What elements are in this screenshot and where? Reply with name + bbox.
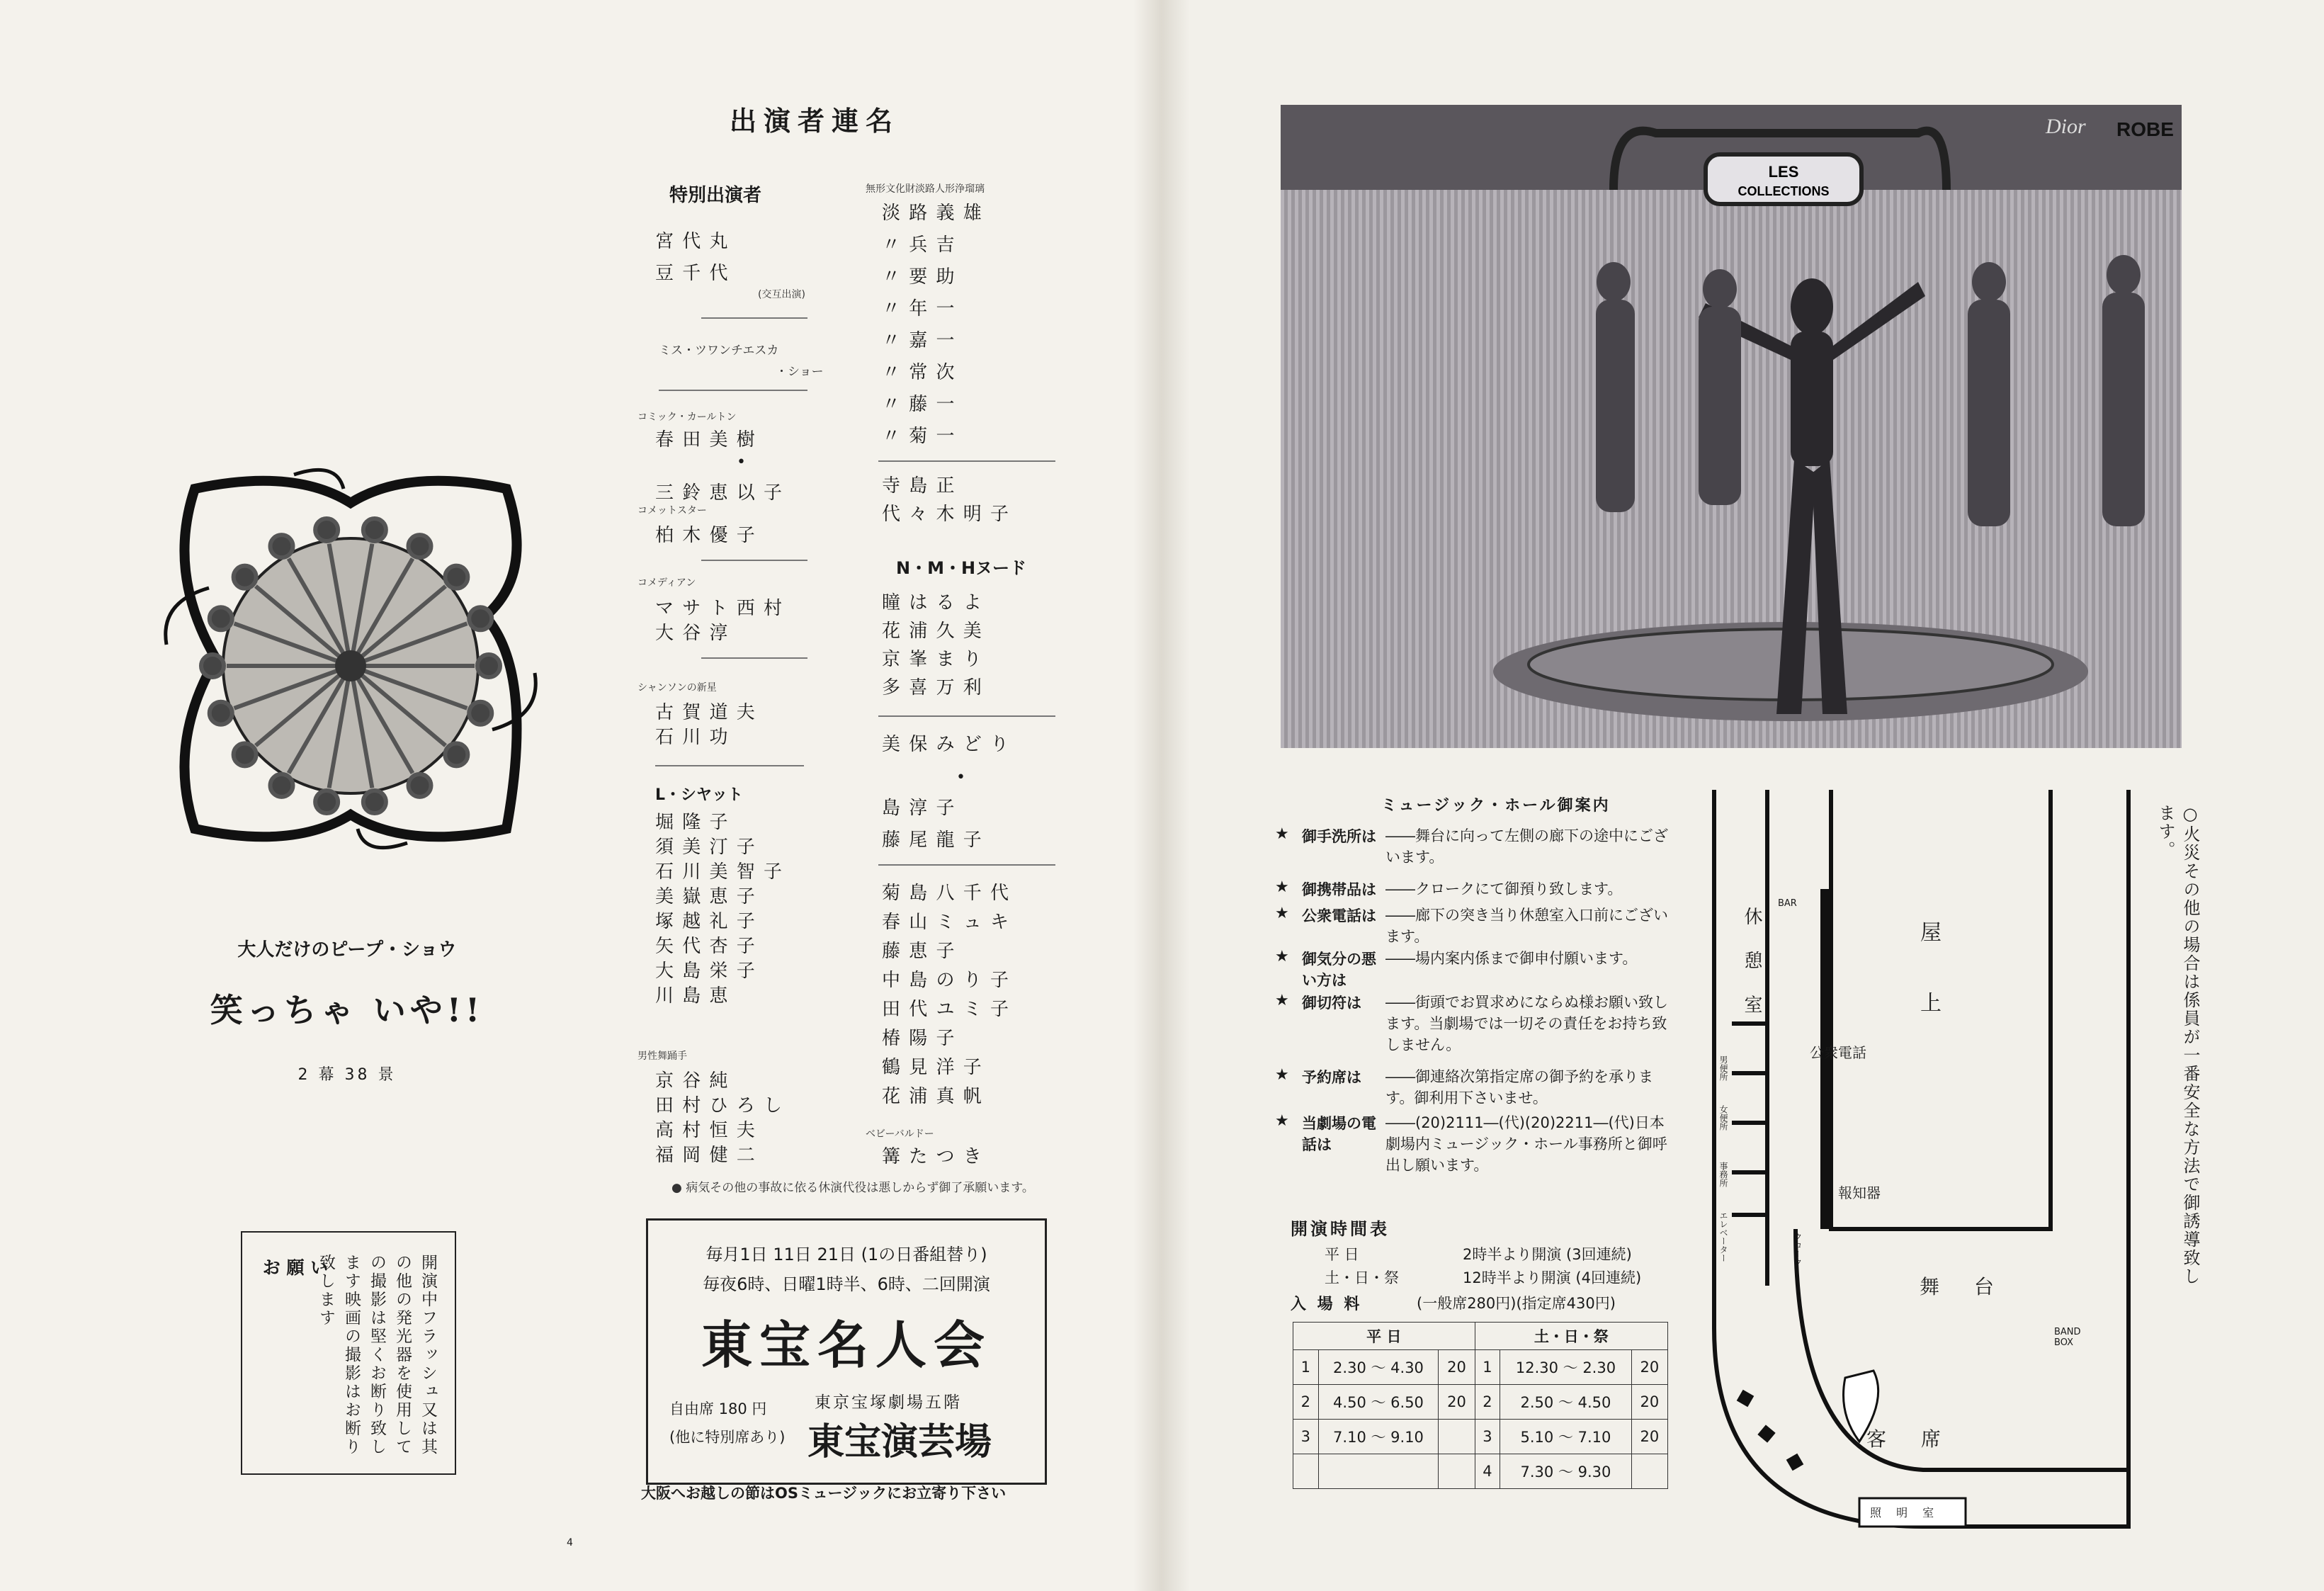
- cast-name: 瞳 は る よ: [882, 592, 983, 613]
- map-womens: 女便所: [1718, 1105, 1728, 1131]
- group-label: ・ショー: [776, 365, 824, 379]
- role-label: シャンソンの新星: [637, 682, 717, 693]
- cast-name: 藤 尾 龍 子: [882, 830, 983, 851]
- request-body: 開演中フラッシュ又は其の他の発光器を使用しての撮影は堅くお断り致します映画の撮影はお断り致します: [317, 1254, 437, 1456]
- cast-name: 花 浦 久 美: [882, 621, 983, 642]
- role-label: コメディアン: [637, 577, 696, 589]
- table-cell: 12.30 ～ 2.30: [1500, 1350, 1631, 1385]
- show-subtitle: 大人だけのピープ・ショウ: [237, 939, 457, 961]
- guide-desc: ――廊下の突き当り休憩室入口前にございます。: [1385, 907, 1668, 945]
- guide-item: [1275, 948, 1672, 990]
- table-cell: 20: [1439, 1385, 1475, 1420]
- cast-name: 田 代 ユ ミ 子: [882, 999, 1011, 1020]
- guide-item: [1275, 1066, 1672, 1109]
- map-band-box: BAND BOX: [2054, 1327, 2081, 1348]
- cast-name: 高 村 恒 夫: [655, 1120, 756, 1141]
- times-heading: 開演時間表: [1291, 1219, 1390, 1239]
- divider: [878, 460, 1055, 462]
- table-cell: 20: [1631, 1420, 1667, 1454]
- cast-name: 〃 藤 一: [882, 394, 956, 415]
- table-cell: [1318, 1454, 1439, 1489]
- weekend-label: 土・日・祭: [1325, 1269, 1399, 1286]
- cast-name: 三 鈴 恵 以 子: [655, 482, 784, 504]
- pinwheel-dancers-illustration: [152, 460, 549, 857]
- page-number: 4: [567, 1537, 573, 1548]
- cast-name: 福 岡 健 二: [655, 1145, 756, 1166]
- cast-name: 春 田 美 樹: [655, 429, 756, 451]
- sign-text: COLLECTIONS: [1738, 184, 1830, 198]
- guide-title: ミュージック・ホール御案内: [1381, 797, 1611, 815]
- table-cell: 2.30 ～ 4.30: [1318, 1350, 1439, 1385]
- table-cell: 1: [1293, 1350, 1319, 1385]
- weekday-label: 平 日: [1325, 1246, 1359, 1263]
- cast-name: 京 峯 ま り: [882, 649, 983, 670]
- cast-name: 春 山 ミ ュ キ: [882, 912, 1011, 933]
- cast-name: 柏 木 優 子: [655, 525, 756, 546]
- guide-label: 御手洗所は: [1302, 828, 1376, 845]
- table-cell: 3: [1293, 1420, 1319, 1454]
- divider: [878, 864, 1055, 866]
- table-cell: [1631, 1454, 1667, 1489]
- map-stage: 舞 台: [1920, 1275, 2008, 1298]
- guide-label: 御気分の悪い方は: [1302, 951, 1376, 989]
- table-cell: 20: [1631, 1385, 1667, 1420]
- weekend-value: 12時半より開演 (4回連続): [1463, 1269, 1642, 1286]
- divider: [701, 560, 807, 561]
- joruri-label: 無形文化財淡路人形浄瑠璃: [866, 183, 985, 195]
- cast-name: 豆 千 代: [655, 263, 730, 284]
- cast-name: 矢 代 杏 子: [655, 936, 756, 957]
- table-cell: 7.10 ～ 9.10: [1318, 1420, 1439, 1454]
- guide-item: [1275, 905, 1672, 947]
- cast-footnote: ● 病気その他の事故に依る休演代役は悪しからず御了承願います。: [671, 1181, 1034, 1195]
- times-table: [1293, 1322, 1668, 1489]
- nmh-heading: N・M・Hヌード: [896, 558, 1027, 578]
- guide-label: 御携帯品は: [1302, 881, 1376, 898]
- divider: [701, 657, 807, 659]
- divider: [701, 317, 807, 319]
- guide-desc: ――舞台に向って左側の廊下の途中にございます。: [1385, 827, 1668, 866]
- cast-name: 美 保 み ど り: [882, 734, 1011, 755]
- times-col-weekend: 土・日・祭: [1475, 1323, 1667, 1350]
- table-row: [1293, 1420, 1668, 1454]
- cast-name: 寺 島 正: [882, 475, 956, 497]
- cast-name: 花 浦 真 帆: [882, 1086, 983, 1107]
- ad-price-note: (他に特別席あり): [669, 1429, 786, 1446]
- role-label: 男性舞踊手: [637, 1051, 687, 1062]
- special-heading: 特別出演者: [669, 185, 762, 206]
- table-cell: 2: [1293, 1385, 1319, 1420]
- sign-text: LES: [1768, 163, 1799, 181]
- sign-robe: ROBE: [2116, 118, 2174, 140]
- role-label: コメットスター: [637, 505, 707, 516]
- map-rooftop: 屋 上: [1916, 921, 1941, 1034]
- map-lighting-room: 照 明 室: [1870, 1506, 1940, 1519]
- role-label: コミック・カールトン: [637, 412, 737, 423]
- cast-name: 〃 菊 一: [882, 426, 956, 447]
- guide-label: 当劇場の電話は: [1302, 1115, 1376, 1153]
- ad-venue: 東宝演芸場: [807, 1420, 992, 1463]
- cast-name: 〃 常 次: [882, 362, 956, 383]
- cast-name: 多 喜 万 利: [882, 677, 983, 698]
- table-cell: 2: [1475, 1385, 1500, 1420]
- role-label: ベビーバルドー: [866, 1128, 934, 1140]
- table-cell: [1439, 1420, 1475, 1454]
- table-cell: 2.50 ～ 4.50: [1500, 1385, 1631, 1420]
- star-icon: ★: [1275, 1112, 1289, 1130]
- map-phone: 公衆電話: [1810, 1044, 1866, 1061]
- guide-item: [1275, 825, 1672, 868]
- guide-desc: ――クロークにて御預り致します。: [1385, 881, 1623, 898]
- star-icon: ★: [1275, 825, 1289, 843]
- map-bar: BAR: [1778, 898, 1797, 909]
- guide-item: [1275, 1112, 1672, 1176]
- stage-photo: [1281, 105, 2182, 748]
- admission-value: (一般席280円)(指定席430円): [1417, 1295, 1616, 1312]
- cast-name: 京 谷 純: [655, 1070, 730, 1092]
- table-cell: 20: [1439, 1350, 1475, 1385]
- map-alarm: 報知器: [1838, 1184, 1881, 1201]
- lshat-heading: L・シヤット: [655, 786, 744, 804]
- cast-name: 〃 要 助: [882, 266, 956, 288]
- show-title: 笑っちゃ いや!!: [210, 991, 484, 1029]
- floor-plan-map: [1711, 790, 2136, 1530]
- table-cell: 3: [1475, 1420, 1500, 1454]
- cast-name: 椿 陽 子: [882, 1028, 956, 1049]
- cast-name: 塚 越 礼 子: [655, 911, 756, 932]
- table-row: [1293, 1350, 1668, 1385]
- request-title: お 願 い: [262, 1257, 329, 1278]
- star-icon: ★: [1275, 992, 1289, 1009]
- cast-name: 〃 兵 吉: [882, 234, 956, 256]
- admission-label: 入 場 料: [1291, 1296, 1363, 1313]
- ad-schedule-2: 毎夜6時、日曜1時半、6時、二回開演: [703, 1274, 990, 1294]
- cast-name: マ サ ト 西 村: [655, 598, 784, 619]
- star-icon: ★: [1275, 905, 1289, 922]
- divider: [659, 390, 807, 391]
- sign-dior: Dior: [2046, 115, 2086, 138]
- cast-name: 篝 た つ き: [882, 1146, 983, 1167]
- cast-name: 鶴 見 洋 子: [882, 1057, 983, 1078]
- ad-schedule-1: 毎月1日 11日 21日 (1の日番組替り): [705, 1245, 987, 1264]
- guide-item: [1275, 878, 1672, 900]
- guide-label: 予約席は: [1302, 1069, 1361, 1086]
- guide-item: [1275, 992, 1672, 1055]
- cast-name: 田 村 ひ ろ し: [655, 1095, 784, 1116]
- cast-name: 須 美 汀 子: [655, 837, 756, 858]
- cast-name: 島 淳 子: [882, 798, 956, 819]
- table-cell: 4: [1475, 1454, 1500, 1489]
- cast-name: 菊 島 八 千 代: [882, 883, 1011, 904]
- guide-desc: ――場内案内係まで御申付願います。: [1385, 950, 1638, 967]
- cast-name: 大 島 栄 子: [655, 961, 756, 982]
- cast-name: 堀 隆 子: [655, 812, 730, 833]
- cast-name: 石 川 美 智 子: [655, 861, 784, 883]
- star-icon: ★: [1275, 948, 1289, 966]
- map-elevator: エレベーター: [1718, 1211, 1728, 1262]
- cast-name: 淡 路 義 雄: [882, 203, 983, 224]
- table-row: [1293, 1385, 1668, 1420]
- ad-title: 東宝名人会: [701, 1315, 992, 1375]
- cast-title: 出演者連名: [730, 106, 900, 137]
- guide-desc: ――(20)2111―(代)(20)2211―(代)日本劇場内ミュージック・ホール事務所と御呼出し願います。: [1385, 1114, 1667, 1174]
- cast-name: 中 島 の り 子: [882, 970, 1011, 991]
- table-cell: [1293, 1454, 1319, 1489]
- weekday-value: 2時半より開演 (3回連続): [1463, 1246, 1632, 1263]
- table-cell: 5.10 ～ 7.10: [1500, 1420, 1631, 1454]
- cast-name: 〃 嘉 一: [882, 330, 956, 351]
- separator-dot: •: [737, 453, 746, 471]
- cast-name: 美 嶽 恵 子: [655, 886, 756, 907]
- fire-safety-note: ○火災その他の場合は係員が一番安全な方法で御誘導致します。: [2155, 804, 2200, 1286]
- divider: [655, 765, 804, 766]
- cast-name: 川 島 恵: [655, 985, 730, 1007]
- group-label: ミス・ツワンチエスカ: [659, 344, 779, 358]
- table-cell: 20: [1631, 1350, 1667, 1385]
- page-gutter: [1133, 0, 1190, 1591]
- map-lounge: 休 憩 室: [1741, 907, 1762, 1024]
- star-icon: ★: [1275, 1066, 1289, 1084]
- times-col-weekday: 平 日: [1293, 1323, 1475, 1350]
- cast-name: 代 々 木 明 子: [882, 504, 1011, 525]
- cast-name: 古 賀 道 夫: [655, 702, 756, 723]
- ad-location: 東京宝塚劇場五階: [815, 1393, 962, 1412]
- request-notice-box: [241, 1231, 456, 1475]
- map-seats: 客 席: [1866, 1427, 1955, 1451]
- osaka-note: 大阪へお越しの節はOSミュージックにお立寄り下さい: [641, 1485, 1007, 1502]
- table-cell: 7.30 ～ 9.30: [1500, 1454, 1631, 1489]
- cast-name: 宮 代 丸: [655, 231, 730, 252]
- divider: [878, 715, 1055, 717]
- guide-label: 御切符は: [1302, 995, 1361, 1012]
- table-cell: 1: [1475, 1350, 1500, 1385]
- toho-ad-box: [646, 1218, 1047, 1485]
- map-office: 事務所: [1718, 1162, 1728, 1187]
- cast-name: 〃 年 一: [882, 298, 956, 319]
- guide-desc: ――御連絡次第指定席の御予約を承ります。御利用下さいませ。: [1385, 1068, 1653, 1106]
- table-row: [1293, 1454, 1668, 1489]
- table-cell: [1439, 1454, 1475, 1489]
- guide-label: 公衆電話は: [1302, 907, 1376, 924]
- map-mens: 男便所: [1718, 1055, 1728, 1081]
- map-cloak: クローク: [1793, 1233, 1803, 1267]
- cast-name: 大 谷 淳: [655, 623, 730, 644]
- show-acts: 2 幕 38 景: [297, 1066, 397, 1084]
- star-icon: ★: [1275, 878, 1289, 896]
- alternate-note: (交互出演): [758, 289, 805, 300]
- guide-desc: ――街頭でお買求めにならぬ様お願い致します。当劇場では一切その責任をお持ち致しません。: [1385, 994, 1668, 1053]
- cast-name: 藤 恵 子: [882, 941, 956, 962]
- table-cell: 4.50 ～ 6.50: [1318, 1385, 1439, 1420]
- separator-dot: •: [956, 769, 965, 786]
- ad-price: 自由席 180 円: [669, 1400, 767, 1417]
- cast-name: 石 川 功: [655, 727, 730, 748]
